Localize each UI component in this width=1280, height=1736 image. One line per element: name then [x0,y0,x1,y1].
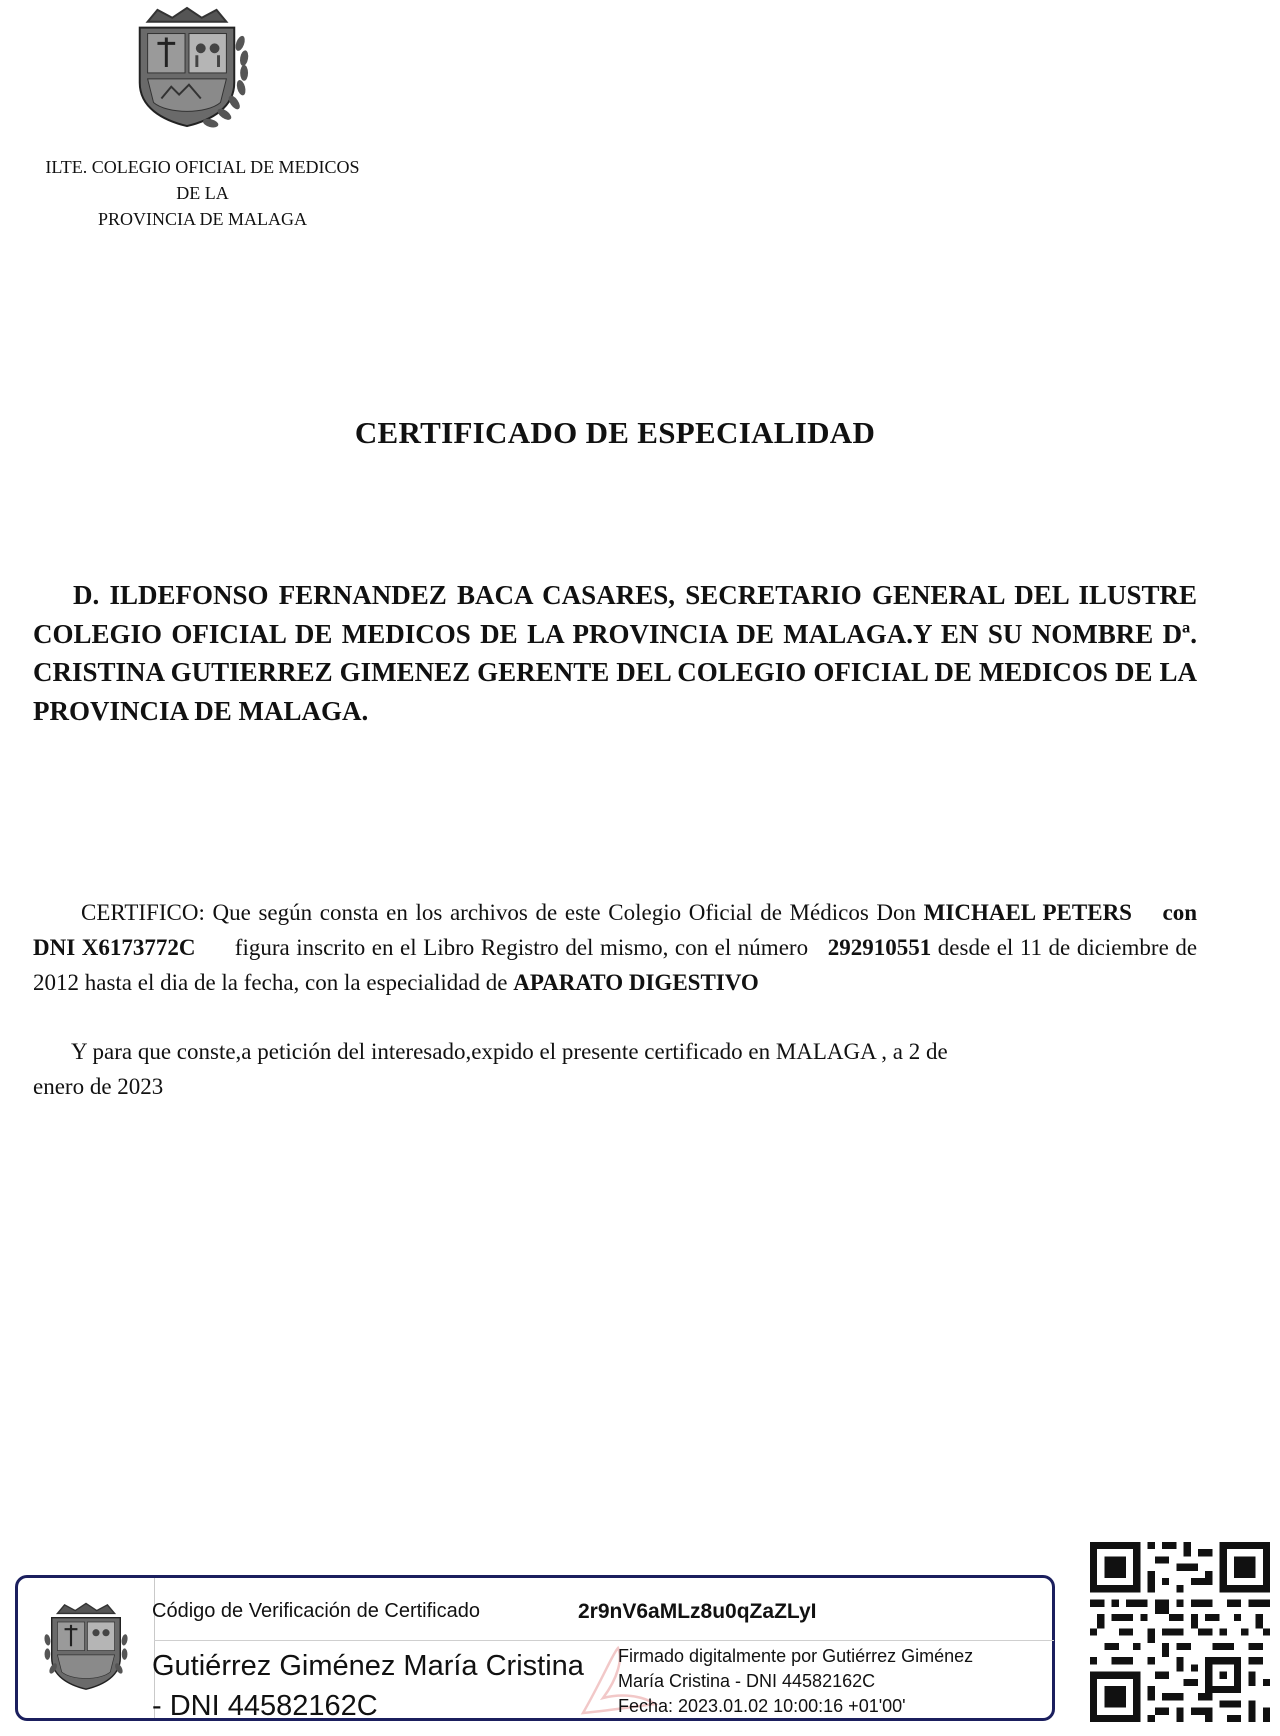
certificate-paragraph [33,895,1197,1000]
intro-paragraph [33,576,1197,730]
verification-label: Código de Verificación de Certificado [152,1600,480,1622]
registry-text: figura inscrito en el Libro Registro del mismo, con el número [234,935,809,960]
closing-line-1: Y para que conste,a petición del interesado,expido el presente certificado en MALAGA , a 2 de [71,1039,948,1064]
qr-code-icon [1090,1542,1270,1722]
college-header [30,154,375,232]
intro-text: D. ILDEFONSO FERNANDEZ BACA CASARES, SECRETARIO GENERAL DEL ILUSTRE COLEGIO OFICIAL DE MEDICOS DE LA PROVINCIA DE MALAGA.Y EN SU NOMBRE Dª. CRISTINA GUTIERREZ GIMENEZ GERENTE DEL COLEGIO OFICIAL DE MEDICOS DE LA PROVINCIA DE MALAGA. [33,580,1197,726]
signer-name-line-1: Gutiérrez Giménez María Cristina [152,1650,584,1682]
verification-code: 2r9nV6aMLz8u0qZaZLyI [578,1600,817,1623]
certificate-lead: CERTIFICO: Que según consta en los archivos de este Colegio Oficial de Médicos Don [81,900,917,925]
header-line-3: PROVINCIA DE MALAGA [97,209,307,229]
college-crest-icon [36,1592,136,1702]
dni-label: con DNI [33,900,1198,960]
signature-box [15,1575,1055,1721]
signed-line-1: Firmado digitalmente por Gutiérrez Giménez [618,1646,974,1666]
specialty: APARATO DIGESTIVO [513,970,759,995]
signer-name [152,1646,632,1726]
header-line-2: DE LA [176,183,229,203]
registry-number: 292910551 [827,935,932,960]
person-name: MICHAEL PETERS [923,900,1132,925]
signed-line-2: María Cristina - DNI 44582162C [618,1671,876,1691]
header-line-1: ILTE. COLEGIO OFICIAL DE MEDICOS [45,157,360,177]
signer-name-line-2: - DNI 44582162C [152,1690,378,1722]
person-dni: X6173772C [81,935,196,960]
dates-text: desde el 11 de diciembre de 2012 hasta el dia de la fecha, con la especialidad de [33,935,1198,995]
college-crest-icon [118,4,256,132]
document-title: CERTIFICADO DE ESPECIALIDAD [354,415,876,450]
closing-line-2: enero de 2023 [33,1074,164,1099]
closing-paragraph [33,1034,1197,1104]
digital-signature-info [618,1644,1048,1719]
signed-line-3: Fecha: 2023.01.02 10:00:16 +01'00' [618,1696,906,1716]
